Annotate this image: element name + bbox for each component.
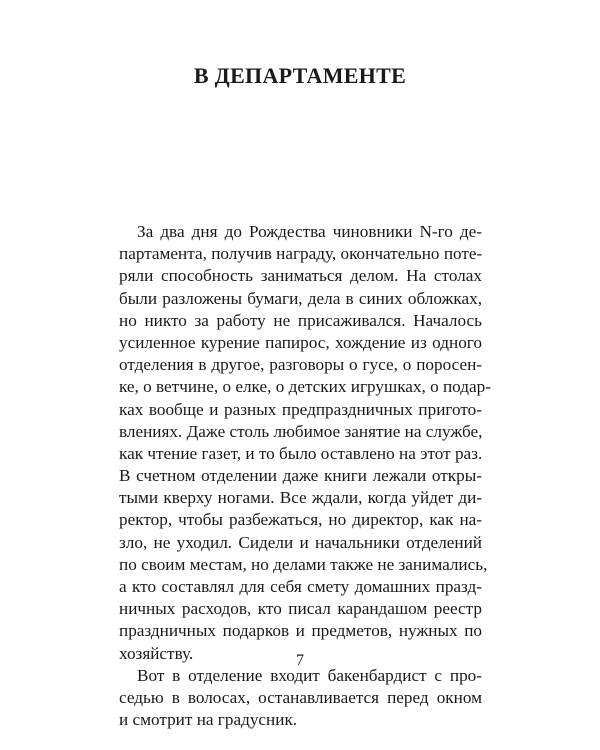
page-number: 7: [296, 652, 304, 669]
text-line: ничных расходов, кто писал карандашом реестр: [119, 599, 482, 619]
text-line: В счетном отделении даже книги лежали откры-: [119, 466, 482, 486]
text-line: ректор, чтобы разбежаться, но директор, как на-: [119, 510, 482, 530]
text-line: праздничных подарков и предметов, нужных по: [119, 621, 482, 641]
text-line: были разложены бумаги, дела в синих обложках,: [119, 288, 482, 308]
text-line: по своим местам, но делами также не занимались,: [119, 554, 488, 574]
chapter-title: В ДЕПАРТАМЕНТЕ: [193, 63, 407, 88]
text-line: отделения в другое, разговоры о гусе, о поросен-: [119, 355, 482, 375]
text-line: партамента, получив награду, окончательно поте-: [119, 244, 483, 264]
text-line: как чтение газет, и то было оставлено на этот раз.: [119, 443, 483, 463]
text-line: зло, не уходил. Сидели и начальники отделений: [119, 532, 482, 552]
text-line: седью в волосах, останавливается перед окном: [119, 687, 482, 707]
paragraph-1: [119, 221, 491, 665]
text-line: Вот в отделение входит бакенбардист с про-: [137, 665, 482, 685]
text-line: тыми кверху ногами. Все ждали, когда уйдет ди-: [119, 488, 482, 508]
text-line: и смотрит на градусник.: [119, 710, 298, 730]
text-line: ке, о ветчине, о елке, о детских игрушках, о подар-: [119, 377, 491, 397]
text-line: а кто составлял для себя смету домашних празд-: [119, 577, 482, 596]
text-line: За два дня до Рождества чиновники N-го де-: [137, 222, 482, 241]
text-line: но никто за работу не присаживался. Началось: [119, 310, 482, 330]
text-line: влениях. Даже столь любимое занятие на службе,: [119, 421, 483, 441]
text-line: усиленное курение папирос, хождение из одного: [119, 332, 482, 352]
text-line: хозяйству.: [119, 643, 194, 663]
text-line: ках вообще и разных предпраздничных пригото-: [119, 399, 482, 419]
text-line: ряли способность заниматься делом. На столах: [119, 266, 482, 286]
paragraph-2: [119, 665, 482, 732]
